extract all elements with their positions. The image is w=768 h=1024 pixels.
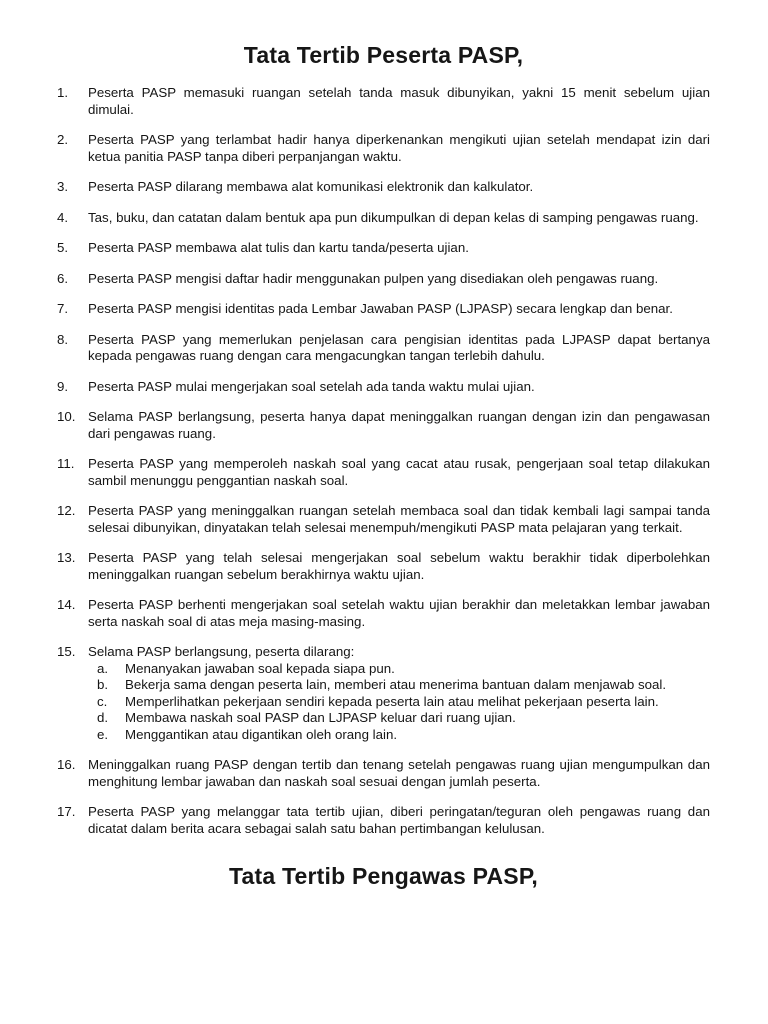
rule-number: 2. [57, 132, 69, 147]
rule-number: 14. [57, 597, 76, 612]
sub-rule-item [97, 694, 710, 711]
rule-item [57, 240, 710, 257]
rule-item [57, 301, 710, 318]
rule-item [57, 210, 710, 227]
rule-text: Peserta PASP yang memperoleh naskah soal yang cacat atau rusak, pengerjaan soal tetap dilakukan sambil menunggu penggantian naskah soal. [88, 456, 710, 488]
rule-number: 6. [57, 270, 69, 286]
rule-text: Peserta PASP membawa alat tulis dan kartu tanda/peserta ujian. [88, 240, 469, 255]
rule-item [57, 597, 710, 630]
rule-item [57, 271, 710, 288]
rule-number: 17. [57, 804, 76, 819]
rule-item [57, 179, 710, 196]
rule-number: 3. [57, 179, 69, 194]
footer-title: Tata Tertib Pengawas PASP, [229, 863, 538, 889]
rule-text: Peserta PASP yang telah selesai mengerjakan soal sebelum waktu berakhir tidak diperbolehkan meninggalkan ruangan sebelum berakhirnya waktu ujian. [88, 550, 710, 582]
rule-text: Tas, buku, dan catatan dalam bentuk apa pun dikumpulkan di depan kelas di samping pengawas ruang. [88, 209, 699, 225]
sub-rule-text: Menggantikan atau digantikan oleh orang lain. [125, 726, 398, 742]
sub-rule-item [97, 677, 710, 694]
rule-text: Peserta PASP dilarang membawa alat komunikasi elektronik dan kalkulator. [88, 179, 534, 194]
rule-item [57, 503, 710, 536]
rule-text: Peserta PASP yang terlambat hadir hanya diperkenankan mengikuti ujian setelah mendapat izin dari ketua panitia PASP tanpa diberi perpanjangan waktu. [88, 132, 710, 164]
rule-number: 9. [57, 378, 69, 394]
rule-number: 11. [57, 456, 75, 471]
sub-rule-number: d. [97, 710, 109, 725]
rule-item [57, 409, 710, 442]
rule-text: Peserta PASP yang meninggalkan ruangan setelah membaca soal dan tidak kembali lagi sampai tanda selesai dibunyikan, dinyatakan telah selesai menempuh/mengikuti PASP mata pelajaran yang terkait. [88, 503, 710, 535]
rule-number: 15. [57, 644, 76, 659]
sub-rule-number: b. [97, 677, 109, 692]
page-title: Tata Tertib Peserta PASP, [243, 42, 524, 68]
rule-text: Peserta PASP mengisi identitas pada Lembar Jawaban PASP (LJPASP) secara lengkap dan benar. [88, 301, 673, 316]
rule-text: Peserta PASP memasuki ruangan setelah tanda masuk dibunyikan, yakni 15 menit sebelum ujian dimulai. [88, 85, 710, 117]
sub-rule-text: Memperlihatkan pekerjaan sendiri kepada peserta lain atau melihat pekerjaan peserta lain. [125, 693, 659, 709]
rule-number: 10. [57, 409, 76, 424]
rule-item [57, 332, 710, 365]
sub-rule-text: Menanyakan jawaban soal kepada siapa pun. [125, 660, 395, 676]
rule-item [57, 85, 710, 118]
rule-text: Peserta PASP berhenti mengerjakan soal setelah waktu ujian berakhir dan meletakkan lembar jawaban serta naskah soal di atas meja masing-masing. [88, 597, 710, 629]
rule-text-with-sublist [88, 644, 710, 743]
rule-item [57, 644, 710, 743]
rule-number: 16. [57, 757, 76, 772]
sub-rule-item [97, 710, 710, 727]
rule-number: 13. [57, 550, 76, 565]
sub-rule-number: e. [97, 726, 109, 742]
rule-text: Peserta PASP yang melanggar tata tertib ujian, diberi peringatan/teguran oleh pengawas ruang dan dicatat dalam berita acara sebagai salah satu bahan pertimbangan kelulusan. [88, 804, 710, 836]
rule-text: Peserta PASP mengisi daftar hadir menggunakan pulpen yang disediakan oleh pengawas ruang. [88, 270, 659, 286]
rule-text: Selama PASP berlangsung, peserta dilarang: [88, 644, 355, 659]
rule-number: 5. [57, 240, 69, 255]
sub-rules-list [88, 661, 710, 744]
rule-text: Selama PASP berlangsung, peserta hanya dapat meninggalkan ruangan dengan izin dan pengawasan dari pengawas ruang. [88, 409, 710, 441]
rule-number: 8. [57, 331, 69, 347]
rule-text: Peserta PASP yang memerlukan penjelasan cara pengisian identitas pada LJPASP dapat bertanya kepada pengawas ruang dengan cara mengacungkan tangan terlebih dahulu. [88, 331, 710, 363]
rule-text: Meninggalkan ruang PASP dengan tertib dan tenang setelah pengawas ruang ujian mengumpulkan dan menghitung lembar jawaban dan naskah soal sesuai dengan jumlah peserta. [88, 757, 710, 789]
rule-item [57, 804, 710, 837]
sub-rule-item [97, 661, 710, 678]
sub-rule-number: c. [97, 693, 108, 709]
rule-number: 7. [57, 301, 69, 316]
rule-number: 4. [57, 209, 69, 225]
rule-item [57, 757, 710, 790]
sub-rule-text: Bekerja sama dengan peserta lain, memberi atau menerima bantuan dalam menjawab soal. [125, 677, 667, 692]
rule-number: 1. [57, 85, 69, 100]
rule-text: Peserta PASP mulai mengerjakan soal setelah ada tanda waktu mulai ujian. [88, 378, 535, 394]
rule-item [57, 132, 710, 165]
rules-list [57, 85, 710, 837]
rule-item [57, 379, 710, 396]
sub-rule-item [97, 727, 710, 744]
rule-number: 12. [57, 503, 76, 518]
sub-rule-text: Membawa naskah soal PASP dan LJPASP keluar dari ruang ujian. [125, 710, 516, 725]
rule-item [57, 550, 710, 583]
rule-item [57, 456, 710, 489]
sub-rule-number: a. [97, 660, 109, 676]
